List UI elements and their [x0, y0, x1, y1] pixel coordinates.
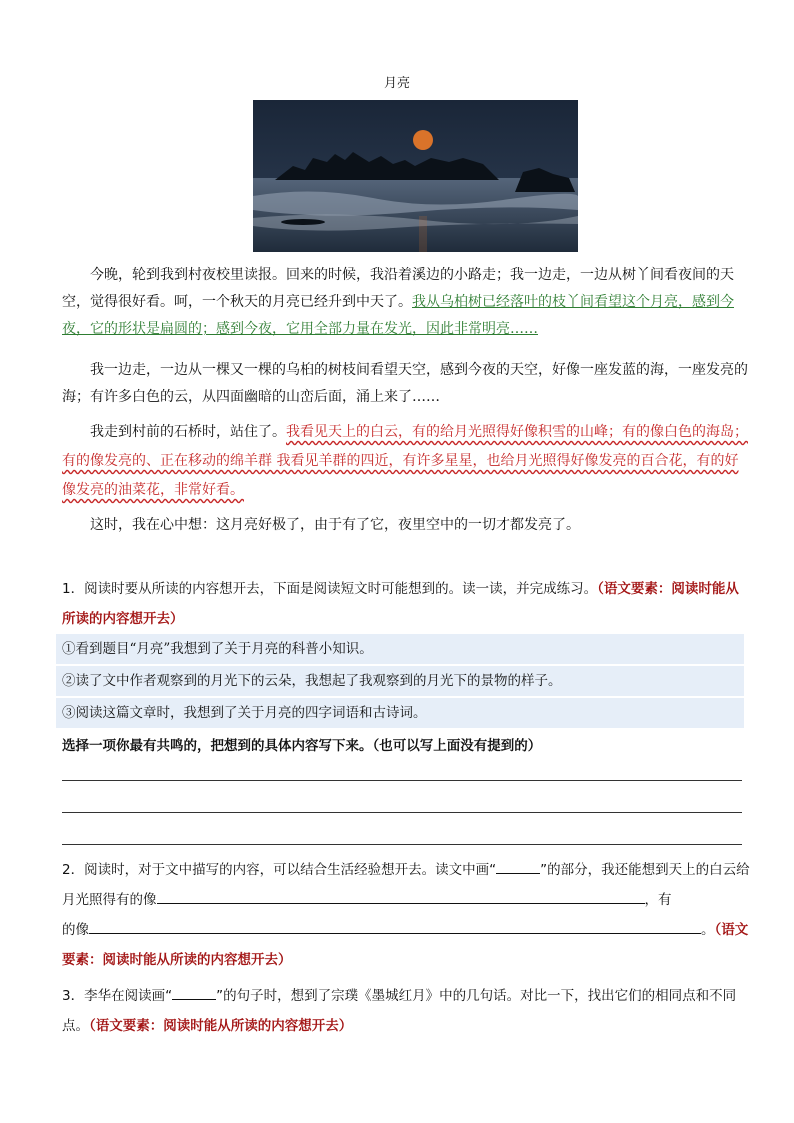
moon-icon — [413, 130, 433, 150]
option-3: ③阅读这篇文章时，我想到了关于月亮的四字词语和古诗词。 — [56, 698, 744, 728]
question-2-text-a: 2．阅读时，对于文中描写的内容，可以结合生活经验想开去。读文中画“ — [62, 862, 497, 878]
question-2-tag: （语文要素：阅读时能从所读的内容想开去） — [62, 922, 749, 968]
question-2-text-e: 。 — [701, 922, 715, 938]
answer-blank-1[interactable] — [157, 889, 645, 904]
page-title: 月亮 — [383, 76, 410, 91]
green-underlined-sentence: 我从乌柏树已经落叶的枝丫间看望这个月亮，感到今夜，它的形状是扁圆的；感到今夜，它用全部力量在发光，因此非常明亮…… — [62, 294, 734, 337]
question-1-text: 1．阅读时要从所读的内容想开去，下面是阅读短文时可能想到的。读一读，并完成练习。 — [62, 581, 598, 597]
answer-line-2[interactable] — [62, 812, 742, 813]
question-1 — [62, 574, 750, 634]
question-2-text-d: 的像 — [62, 922, 89, 938]
question-2-text-b: ”的部分，我还能想到天上的白云给月光照得有的像 — [62, 862, 750, 908]
paragraph-2: 我一边走，一边从一棵又一棵的乌桕的树枝间看望天空，感到今夜的天空，好像一座发蓝的海，一座发亮的海；有许多白色的云，从四面幽暗的山峦后面，涌上来了…… — [62, 362, 748, 405]
paragraph-3-text: 我走到村前的石桥时，站住了。 — [90, 424, 286, 440]
marker-blank-2 — [172, 985, 216, 1000]
question-3-text-a: 3．李华在阅读画“ — [62, 988, 173, 1004]
question-1-prompt: 选择一项你最有共鸣的，把想到的具体内容写下来。（也可以写上面没有提到的） — [62, 738, 542, 754]
question-2-text-c: ，有 — [644, 892, 672, 908]
paragraph-1 — [62, 262, 748, 343]
paragraph-1-text: 今晚，轮到我到村夜校里读报。回来的时候，我沿着溪边的小路走；我一边走，一边从树丫间看夜间的天空，觉得很好看。呵，一个秋天的月亮已经升到中天了。 — [62, 267, 734, 310]
option-1: ①看到题目“月亮”我想到了关于月亮的科普小知识。 — [56, 634, 744, 664]
answer-line-1[interactable] — [62, 780, 742, 781]
option-2: ②读了文中作者观察到的月光下的云朵，我想起了我观察到的月光下的景物的样子。 — [56, 666, 744, 696]
question-3-text-b: ”的句子时，想到了宗璞《墨城红月》中的几句话。对比一下，找出它们的相同点和不同点。 — [62, 988, 737, 1034]
question-3 — [62, 981, 750, 1041]
moonlit-sea-photo — [253, 100, 578, 252]
answer-blank-2[interactable] — [89, 919, 701, 934]
red-wavy-underlined-sentence: 我看见天上的白云，有的给月光照得好像积雪的山峰；有的像白色的海岛；有的像发亮的、正在移动的绵羊群 我看见羊群的四近，有许多星星，也给月光照得好像发亮的百合花，有的好像发亮的油菜花，非常好看。 — [62, 424, 748, 498]
question-2 — [62, 855, 750, 975]
answer-line-3[interactable] — [62, 844, 742, 845]
paragraph-3 — [62, 418, 748, 505]
marker-blank — [496, 859, 540, 874]
question-3-tag: （语文要素：阅读时能从所读的内容想开去） — [89, 1018, 353, 1034]
paragraph-4: 这时，我在心中想：这月亮好极了，由于有了它，夜里空中的一切才都发亮了。 — [90, 517, 580, 533]
question-1-tag: （语文要素：阅读时能从所读的内容想开去） — [62, 581, 739, 627]
